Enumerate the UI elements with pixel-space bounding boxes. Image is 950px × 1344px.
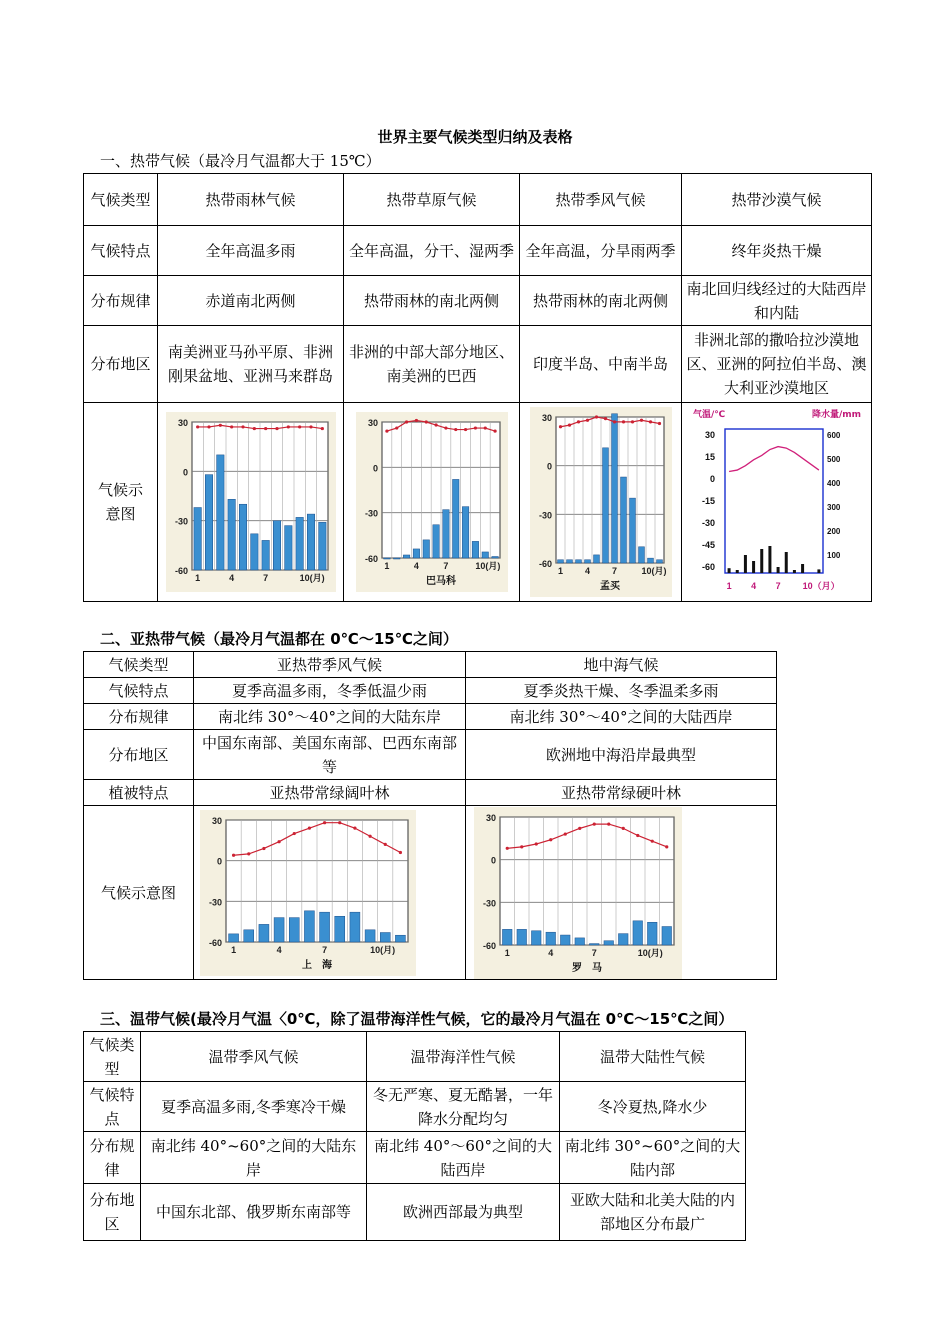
precipitation-bar	[633, 920, 643, 944]
temperature-point	[493, 429, 496, 432]
cell: 热带雨林的南北两侧	[520, 276, 682, 326]
document-title: 世界主要气候类型归纳及表格	[377, 128, 573, 146]
temperature-point	[404, 420, 407, 423]
precipitation-bar	[647, 922, 657, 945]
climate-chart-mumbai	[530, 407, 672, 597]
cell: 冬无严寒、夏无酷暑，一年降水分配均匀	[367, 1082, 560, 1132]
temperature-point	[308, 826, 311, 829]
table-row	[84, 1184, 746, 1241]
cell: 中国东南部、美国东南部、巴西东南部等	[194, 730, 466, 780]
cell: 南美洲亚马孙平原、非洲刚果盆地、亚洲马来群岛	[158, 326, 344, 403]
y-tick-label: -60	[482, 940, 496, 951]
temperature-point	[593, 822, 596, 825]
x-tick-label: 10(月)	[641, 566, 667, 576]
row-label: 分布地区	[84, 730, 194, 780]
precipitation-bar	[792, 570, 795, 573]
precipitation-bar	[593, 555, 599, 563]
temperature-point	[353, 826, 356, 829]
precipitation-bar	[546, 932, 556, 945]
y2-tick-label: 100	[826, 551, 840, 560]
precipitation-bar	[239, 504, 246, 570]
precipitation-bar	[801, 564, 804, 573]
cell: 热带雨林的南北两侧	[344, 276, 520, 326]
x-tick-label: 4	[584, 566, 590, 576]
table-row	[84, 806, 777, 980]
precipitation-bar	[589, 943, 599, 944]
temperature-point	[338, 821, 341, 824]
table-row	[84, 780, 777, 806]
precipitation-bar	[566, 560, 572, 563]
cell: 欧洲西部最为典型	[367, 1184, 560, 1241]
precipitation-bar	[274, 917, 284, 941]
row-label: 气候示意图	[84, 403, 158, 602]
temperate-table	[83, 1031, 746, 1241]
cell: 非洲北部的撒哈拉沙漠地区、亚洲的阿拉伯半岛、澳大利亚沙漠地区	[682, 326, 872, 403]
x-tick-label: 10（月）	[802, 581, 840, 591]
temperature-point	[520, 845, 523, 848]
row-label: 气候示意图	[84, 806, 194, 980]
x-tick-label: 4	[413, 561, 419, 571]
precipitation-bar	[647, 558, 653, 563]
x-tick-label: 7	[775, 581, 781, 591]
table-row	[84, 1082, 746, 1132]
temperature-point	[463, 428, 466, 431]
precipitation-bar	[393, 558, 399, 559]
temperature-point	[384, 842, 387, 845]
precipitation-bar	[491, 556, 497, 558]
precipitation-bar	[413, 549, 419, 558]
y-tick-label: 0	[490, 855, 496, 866]
temperature-point	[639, 419, 642, 422]
y-tick-label: 0	[372, 463, 378, 474]
y-tick-label: 0	[709, 474, 715, 484]
precipitation-bar	[768, 546, 771, 573]
cell: 赤道南北两侧	[158, 276, 344, 326]
precipitation-bar	[380, 932, 390, 941]
precipitation-bar	[295, 517, 302, 570]
temperature-point	[607, 822, 610, 825]
y2-tick-label: 300	[826, 503, 840, 512]
temperature-point	[262, 846, 265, 849]
cell: 温带大陆性气候	[560, 1032, 746, 1082]
y-tick-label: -60	[364, 554, 378, 564]
climate-chart-rome	[474, 807, 682, 979]
table-row	[84, 1032, 746, 1082]
tropical-heading: 一、热带气候（最冷月气温都大于 15℃）	[100, 152, 381, 170]
x-tick-label: 10(月)	[637, 947, 663, 958]
temperature-point	[298, 425, 301, 428]
temperature-point	[576, 420, 579, 423]
cell: 全年高温，分旱雨两季	[520, 226, 682, 276]
precipitation-bar	[472, 541, 478, 558]
table-row	[84, 326, 872, 403]
cell: 热带季风气候	[520, 174, 682, 226]
precipitation-bar	[575, 560, 581, 563]
y-tick-label: 15	[704, 452, 715, 462]
row-label: 气候类型	[84, 174, 158, 226]
y-tick-label: -15	[701, 496, 715, 506]
precipitation-bar	[743, 555, 746, 573]
precipitation-bar	[284, 526, 291, 570]
precipitation-bar	[432, 525, 438, 558]
table-row	[84, 276, 872, 326]
precipitation-bar	[557, 560, 563, 563]
temperature-point	[230, 425, 233, 428]
precipitation-bar	[289, 917, 299, 941]
cell: 地中海气候	[466, 652, 777, 678]
temperature-point	[207, 425, 210, 428]
x-tick-label: 1	[383, 561, 389, 571]
temp-axis-title: 气温/℃	[692, 410, 725, 420]
precipitation-bar	[350, 912, 360, 942]
temperature-point	[578, 826, 581, 829]
temperature-point	[320, 427, 323, 430]
precipitation-bar	[365, 929, 375, 941]
precip-axis-title: 降水量/mm	[811, 410, 861, 420]
subtropical-heading: 二、亚热带气候（最冷月气温都在 0℃～15℃之间）	[100, 630, 458, 648]
precipitation-bar	[244, 929, 254, 941]
temperature-point	[594, 415, 597, 418]
precipitation-bar	[462, 507, 468, 558]
x-tick-label: 10(月)	[299, 573, 325, 583]
cell: 夏季高温多雨,冬季寒冷干燥	[141, 1082, 367, 1132]
temperature-point	[483, 426, 486, 429]
x-tick-label: 4	[276, 944, 282, 955]
y-tick-label: -60	[174, 566, 188, 576]
cell: 南北纬 30°～40°之间的大陆东岸	[194, 704, 466, 730]
precipitation-bar	[611, 414, 617, 563]
row-label: 气候类型	[84, 1032, 141, 1082]
temperature-point	[612, 420, 615, 423]
temperature-point	[558, 425, 561, 428]
temperature-point	[309, 425, 312, 428]
precipitation-bar	[752, 561, 755, 573]
precipitation-bar	[584, 560, 590, 563]
cell: 南北纬 30°~60°之间的大陆内部	[560, 1132, 746, 1184]
temperature-point	[424, 420, 427, 423]
cell: 亚热带常绿阔叶林	[194, 780, 466, 806]
x-tick-label: 1	[231, 944, 237, 955]
row-label: 分布规律	[84, 276, 158, 326]
temperature-point	[473, 426, 476, 429]
temperature-point	[399, 850, 402, 853]
precipitation-bar	[261, 540, 268, 570]
cell: 夏季高温多雨，冬季低温少雨	[194, 678, 466, 704]
precipitation-bar	[395, 935, 405, 942]
x-tick-label: 1	[194, 573, 200, 583]
x-tick-label: 7	[262, 573, 268, 583]
y-tick-label: -30	[364, 508, 378, 519]
precipitation-bar	[776, 567, 779, 573]
temperature-point	[286, 425, 289, 428]
precipitation-bar	[229, 933, 239, 941]
cell: 全年高温，分干、湿两季	[344, 226, 520, 276]
cell: 亚热带常绿硬叶林	[466, 780, 777, 806]
station-name: 巴马科	[425, 576, 456, 587]
precipitation-bar	[760, 549, 763, 573]
x-tick-label: 7	[591, 947, 597, 958]
precipitation-bar	[273, 521, 280, 570]
cell: 亚热带季风气候	[194, 652, 466, 678]
temperature-point	[218, 424, 221, 427]
x-tick-label: 10(月)	[474, 561, 500, 571]
precipitation-bar	[602, 448, 608, 563]
station-name: 上 海	[302, 959, 332, 971]
y2-tick-label: 200	[826, 527, 840, 536]
cell: 全年高温多雨	[158, 226, 344, 276]
precipitation-bar	[423, 540, 429, 558]
table-row	[84, 174, 872, 226]
temperature-point	[506, 846, 509, 849]
temperature-point	[564, 832, 567, 835]
precipitation-bar	[502, 929, 512, 945]
y-tick-label: 30	[704, 430, 715, 440]
climate-chart	[166, 412, 336, 592]
row-label: 分布地区	[84, 326, 158, 403]
y-tick-label: 30	[485, 812, 496, 823]
cell: 欧洲地中海沿岸最典型	[466, 730, 777, 780]
y-tick-label: 0	[216, 856, 222, 867]
cell: 终年炎热干燥	[682, 226, 872, 276]
precipitation-bar	[259, 924, 269, 942]
temperature-point	[275, 427, 278, 430]
precipitation-bar	[442, 510, 448, 558]
temperature-point	[395, 426, 398, 429]
x-tick-label: 4	[750, 581, 756, 591]
precipitation-bar	[575, 937, 585, 944]
precipitation-bar	[531, 930, 541, 944]
temperature-point	[621, 420, 624, 423]
temperature-point	[232, 853, 235, 856]
temperature-point	[241, 425, 244, 428]
cell: 亚欧大陆和北美大陆的内部地区分布最广	[560, 1184, 746, 1241]
cell: 夏季炎热干燥、冬季温柔多雨	[466, 678, 777, 704]
y-tick-label: -30	[482, 897, 496, 908]
climate-chart-shanghai	[200, 810, 416, 976]
cell: 热带草原气候	[344, 174, 520, 226]
cell: 热带雨林气候	[158, 174, 344, 226]
temperature-point	[454, 428, 457, 431]
y-tick-label: -30	[174, 516, 188, 527]
y-tick-label: -60	[208, 937, 222, 948]
temperature-point	[603, 417, 606, 420]
y2-tick-label: 500	[826, 455, 840, 464]
x-tick-label: 1	[504, 947, 510, 958]
precipitation-bar	[304, 910, 314, 941]
temperature-point	[252, 427, 255, 430]
temperature-point	[630, 420, 633, 423]
cell: 南北纬 40°~60°之间的大陆东岸	[141, 1132, 367, 1184]
y2-tick-label: 400	[826, 479, 840, 488]
station-name: 罗 马	[572, 962, 602, 974]
row-label: 气候特点	[84, 226, 158, 276]
cell: 温带海洋性气候	[367, 1032, 560, 1082]
x-tick-label: 7	[322, 944, 328, 955]
temperature-point	[567, 424, 570, 427]
y-tick-label: 30	[367, 418, 378, 428]
row-label: 气候特点	[84, 1082, 141, 1132]
y-tick-label: 30	[541, 413, 552, 423]
temperate-heading-text: 三、温带气候(最冷月气温〈0℃，除了温带海洋性气候，它的最冷月气温在 0℃～15℃之间）	[100, 1010, 734, 1028]
row-label: 气候特点	[84, 678, 194, 704]
x-tick-label: 1	[726, 581, 732, 591]
x-tick-label: 4	[548, 947, 554, 958]
temperature-point	[368, 834, 371, 837]
cell: 温带季风气候	[141, 1032, 367, 1082]
subtropical-table	[83, 651, 777, 980]
precipitation-bar	[618, 933, 628, 944]
precipitation-bar	[216, 455, 223, 570]
table-row	[84, 1132, 746, 1184]
table-row	[84, 704, 777, 730]
y-tick-label: 30	[211, 815, 222, 826]
temperature-point	[277, 840, 280, 843]
plot-area	[725, 429, 823, 573]
temperature-point	[535, 842, 538, 845]
precipitation-bar	[817, 569, 820, 573]
temperature-point	[264, 427, 267, 430]
cell: 热带沙漠气候	[682, 174, 872, 226]
precipitation-bar	[560, 935, 570, 945]
cell: 南北纬 30°～40°之间的大陆西岸	[466, 704, 777, 730]
temperature-point	[657, 422, 660, 425]
precipitation-bar	[227, 499, 234, 570]
precipitation-bar	[383, 558, 389, 559]
station-name: 孟买	[599, 581, 620, 592]
precipitation-bar	[335, 916, 345, 942]
cell: 南北回归线经过的大陆西岸和内陆	[682, 276, 872, 326]
y-tick-label: 0	[546, 461, 552, 472]
x-tick-label: 4	[228, 573, 234, 583]
y-tick-label: -45	[701, 540, 715, 550]
precipitation-bar	[656, 560, 662, 563]
row-label: 分布地区	[84, 1184, 141, 1241]
table-row	[84, 226, 872, 276]
temperature-point	[444, 426, 447, 429]
temperature-point	[585, 419, 588, 422]
table-row	[84, 730, 777, 780]
precipitation-bar	[517, 929, 527, 945]
precipitation-bar	[629, 498, 635, 563]
precipitation-bar	[307, 514, 314, 570]
precipitation-bar	[784, 552, 787, 573]
precipitation-bar	[205, 475, 212, 570]
precipitation-bar	[727, 568, 730, 573]
temperature-point	[665, 845, 668, 848]
climate-chart-desert	[687, 407, 867, 597]
x-tick-label: 7	[611, 566, 617, 576]
temperature-point	[293, 831, 296, 834]
cell: 冬冷夏热,降水少	[560, 1082, 746, 1132]
cell: 非洲的中部大部分地区、南美洲的巴西	[344, 326, 520, 403]
table-row	[84, 678, 777, 704]
x-tick-label: 10(月)	[370, 944, 396, 955]
temperature-point	[636, 833, 639, 836]
temperature-point	[247, 852, 250, 855]
table-row	[84, 652, 777, 678]
precipitation-bar	[320, 912, 330, 942]
row-label: 分布规律	[84, 1132, 141, 1184]
cell: 印度半岛、中南半岛	[520, 326, 682, 403]
temperature-point	[651, 839, 654, 842]
temperature-point	[414, 419, 417, 422]
y-tick-label: 30	[177, 418, 188, 428]
temperature-point	[549, 838, 552, 841]
cell: 南北纬 40°～60°之间的大陆西岸	[367, 1132, 560, 1184]
y-tick-label: -30	[538, 510, 552, 521]
precipitation-bar	[662, 926, 672, 944]
temperature-point	[434, 423, 437, 426]
cell: 中国东北部、俄罗斯东南部等	[141, 1184, 367, 1241]
y-tick-label: -60	[701, 562, 715, 572]
table-row	[84, 403, 872, 602]
x-tick-label: 1	[557, 566, 563, 576]
precipitation-bar	[250, 534, 257, 570]
precipitation-bar	[735, 570, 738, 573]
temperature-point	[196, 425, 199, 428]
precipitation-bar	[638, 547, 644, 563]
tropical-table	[83, 173, 872, 602]
y-tick-label: -30	[701, 518, 715, 528]
precipitation-bar	[620, 477, 626, 563]
row-label: 分布规律	[84, 704, 194, 730]
x-tick-label: 7	[442, 561, 448, 571]
precipitation-bar	[604, 940, 614, 944]
temperature-point	[323, 821, 326, 824]
temperature-point	[385, 429, 388, 432]
precipitation-bar	[452, 479, 458, 558]
precipitation-bar	[403, 555, 409, 558]
y-tick-label: 0	[182, 467, 188, 478]
y-tick-label: -30	[208, 896, 222, 907]
row-label: 气候类型	[84, 652, 194, 678]
temperate-heading	[100, 1008, 733, 1029]
temperature-point	[622, 826, 625, 829]
y-tick-label: -60	[538, 559, 552, 569]
precipitation-bar	[193, 508, 200, 570]
precipitation-bar	[318, 522, 325, 570]
temperature-point	[648, 420, 651, 423]
row-label: 植被特点	[84, 780, 194, 806]
y2-tick-label: 600	[826, 431, 840, 440]
climate-chart-bamako	[356, 412, 508, 592]
precipitation-bar	[482, 552, 488, 558]
